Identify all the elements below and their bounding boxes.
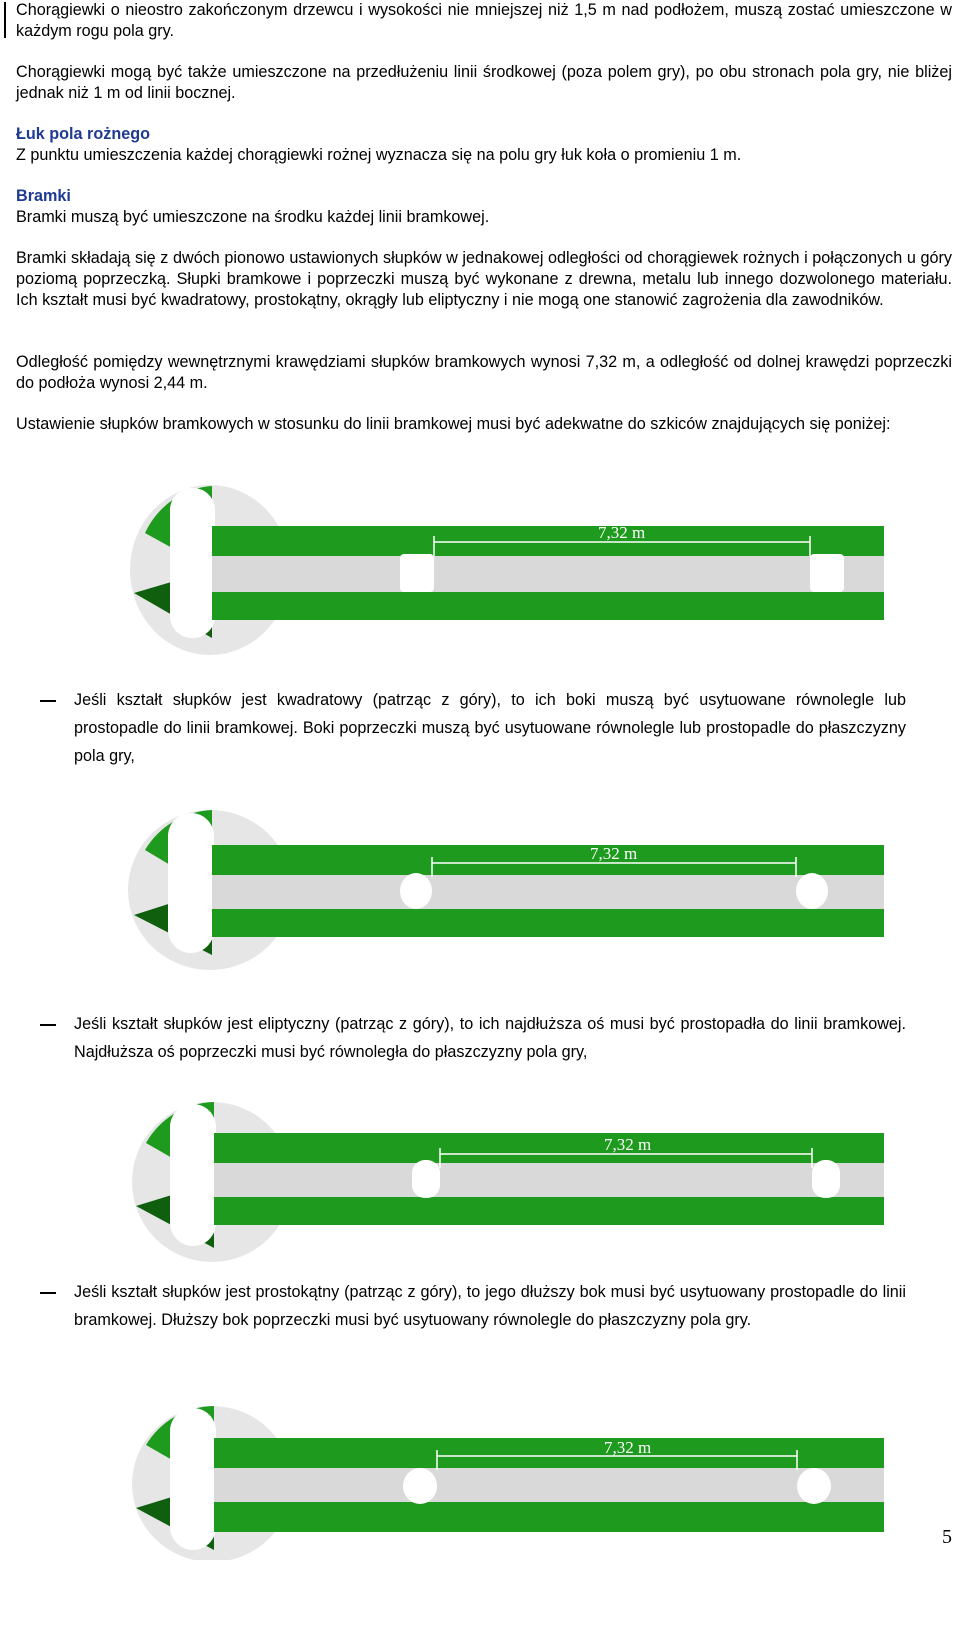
heading-corner-arc: Łuk pola rożnego (16, 125, 150, 143)
bullet-elliptical-posts: Jeśli kształt słupków jest eliptyczny (patrząc z góry), to ich najdłuższa oś musi być prostopadła do linii bramkowej. Najdłuższa oś poprzeczki musi być równoległa do płaszczyzny pola gry, (74, 1015, 906, 1061)
bullet-square-posts: Jeśli kształt słupków jest kwadratowy (patrząc z góry), to ich boki muszą być usytuowane równolegle lub prostopadle do linii bramkowej. Boki poprzeczki muszą być usytuowane równolegle lub prostopadle do płaszczyzny pola gry, (74, 691, 906, 765)
bullet-dash (40, 1292, 56, 1294)
paragraph-goals-position: Bramki muszą być umieszczone na środku każdej linii bramkowej. (16, 208, 490, 226)
paragraph-corner-arc: Z punktu umieszczenia każdej chorągiewki rożnej wyznacza się na polu gry łuk koła o promieniu 1 m. (16, 146, 742, 164)
goal-width-label: 7,32 m (590, 844, 638, 863)
paragraph-goals-dimensions: Odległość pomiędzy wewnętrznymi krawędziami słupków bramkowych wynosi 7,32 m, a odległość od dolnej krawędzi poprzeczki do podłoża wynosi 2,44 m. (16, 353, 952, 392)
goal-post-diagram (132, 1102, 884, 1262)
figure-elliptical-posts (120, 1098, 920, 1268)
goal-width-label: 7,32 m (598, 523, 646, 542)
goal-post-diagram (128, 810, 884, 970)
change-bar (4, 2, 6, 38)
bullet-rectangular-posts: Jeśli kształt słupków jest prostokątny (patrząc z góry), to jego dłuższy bok musi być usytuowany prostopadle do linii bramkowej. Dłuższy bok poprzeczki musi być usytuowany równolegle do płaszczyzny pola gry. (74, 1283, 906, 1329)
paragraph-goals-construction: Bramki składają się z dwóch pionowo ustawionych słupków w jednakowej odległości od chorągiewek rożnych i połączonych u góry poziomą poprzeczką. Słupki bramkowe i poprzeczki muszą być wykonane z drewna, metalu lub innego dozwolonego materiału. Ich kształt musi być kwadratowy, prostokątny, okrągły lub eliptyczny i nie mogą one stanowić zagrożenia dla zawodników. (16, 249, 952, 309)
goal-post-diagram (130, 485, 884, 655)
paragraph-corner-flags: Chorągiewki o nieostro zakończonym drzewcu i wysokości nie mniejszej niż 1,5 m nad podłożem, muszą zostać umieszczone w każdym rogu pola gry. (16, 1, 952, 40)
goal-width-label: 7,32 m (604, 1438, 652, 1457)
goal-width-label: 7,32 m (604, 1135, 652, 1154)
paragraph-goal-posts-setup: Ustawienie słupków bramkowych w stosunku do linii bramkowej musi być adekwatne do szkiców znajdujących się poniżej: (16, 415, 891, 433)
figure-rectangular-posts (120, 1400, 920, 1560)
figure-square-posts (120, 478, 920, 663)
bullet-dash (40, 700, 56, 702)
heading-goals: Bramki (16, 187, 71, 205)
page-number: 5 (942, 1526, 952, 1548)
goal-post-diagram (132, 1406, 884, 1560)
figure-round-posts (120, 805, 920, 975)
paragraph-halfway-flags: Chorągiewki mogą być także umieszczone na przedłużeniu linii środkowej (poza polem gry), po obu stronach pola gry, nie bliżej jednak niż 1 m od linii bocznej. (16, 63, 952, 102)
bullet-dash (40, 1024, 56, 1026)
